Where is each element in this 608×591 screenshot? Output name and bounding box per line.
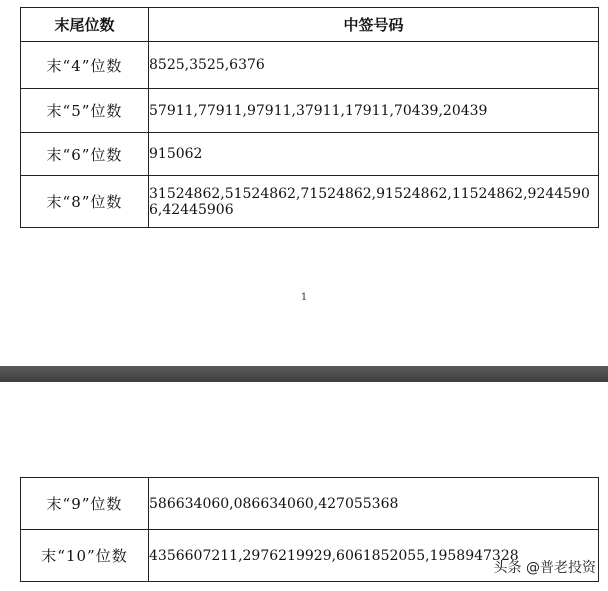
row-label: 末“8”位数 (21, 176, 149, 228)
page-number: 1 (300, 292, 308, 303)
table-row (21, 478, 599, 530)
watermark: 头条 @普老投资 (493, 560, 596, 576)
row-label: 末“4”位数 (21, 42, 149, 89)
row-numbers: 31524862,51524862,71524862,91524862,11524862,92445906,42445906 (149, 176, 599, 228)
row-numbers: 8525,3525,6376 (149, 42, 599, 89)
table-row (21, 176, 599, 228)
table-row (21, 89, 599, 133)
row-label: 末“5”位数 (21, 89, 149, 133)
row-numbers: 915062 (149, 133, 599, 176)
row-label: 末“10”位数 (21, 530, 149, 582)
table-header-row (21, 8, 599, 42)
winning-numbers-table-page-1 (20, 7, 599, 228)
row-label: 末“6”位数 (21, 133, 149, 176)
header-winning-numbers: 中签号码 (149, 8, 599, 42)
row-label: 末“9”位数 (21, 478, 149, 530)
page-separator (0, 366, 608, 382)
row-numbers: 586634060,086634060,427055368 (149, 478, 599, 530)
header-tail-digits: 末尾位数 (21, 8, 149, 42)
row-numbers: 4356607211,2976219929,6061852055,1958947328 (149, 530, 599, 582)
table-row (21, 133, 599, 176)
row-numbers: 57911,77911,97911,37911,17911,70439,20439 (149, 89, 599, 133)
table-row (21, 42, 599, 89)
